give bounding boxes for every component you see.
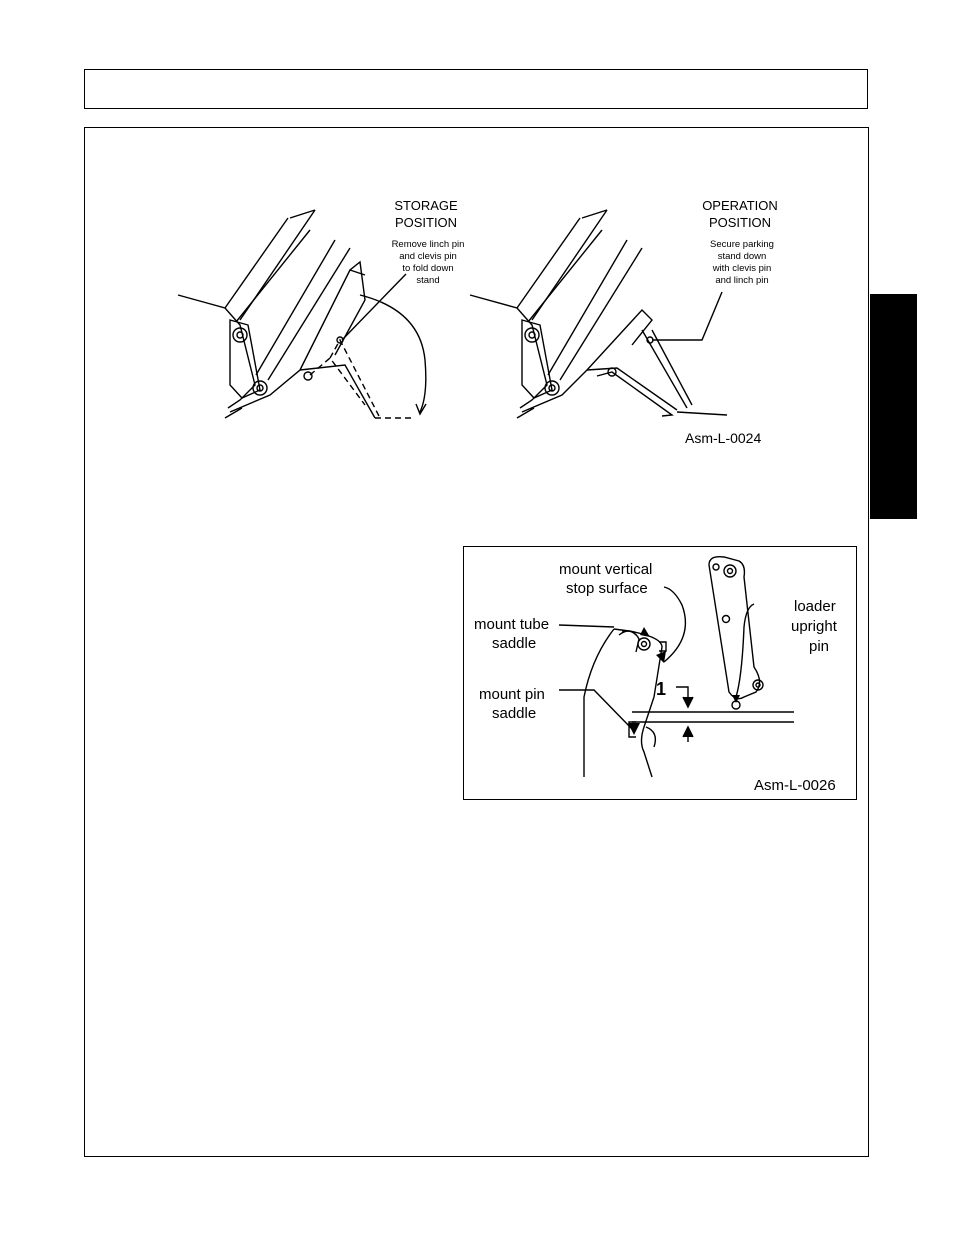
label-pin-saddle-line1: mount pin	[479, 686, 545, 703]
operation-title-line2: POSITION	[708, 215, 772, 230]
operation-note-line1: Secure parking	[710, 239, 774, 250]
label-tube-saddle-line1: mount tube	[474, 616, 550, 633]
operation-note-line4: and linch pin	[715, 275, 769, 286]
figure-id-asm-l-0026: Asm-L-0026	[754, 777, 836, 794]
loader-upright-outline	[709, 557, 760, 699]
label-upright-pin-line1: loader	[794, 598, 836, 615]
label-vertical-stop-line2: stop surface	[566, 580, 648, 597]
storage-note-line3: to fold down	[402, 263, 454, 274]
storage-note-line2: and clevis pin	[399, 251, 457, 262]
figure-id-asm-l-0024: Asm-L-0024	[685, 430, 762, 446]
label-upright-pin-line2: upright	[791, 618, 837, 635]
storage-note-line4: stand	[416, 275, 440, 286]
operation-note-line2: stand down	[717, 251, 767, 262]
figure-mount-saddle	[464, 547, 856, 799]
storage-title-line2: POSITION	[394, 215, 458, 230]
figure-mount-saddle-drawing	[464, 547, 856, 799]
label-upright-pin-line3: pin	[809, 638, 830, 655]
label-tube-saddle-line2: saddle	[492, 635, 537, 652]
storage-note-line1: Remove linch pin	[391, 239, 465, 250]
figure-parking-stand	[170, 190, 810, 460]
section-side-tab	[870, 294, 917, 519]
dimension-label: 1	[656, 679, 667, 699]
label-pin-saddle-line2: saddle	[492, 705, 537, 722]
storage-title-line1: STORAGE	[394, 198, 458, 213]
label-vertical-stop-line1: mount vertical	[559, 561, 653, 578]
operation-title-line1: OPERATION	[702, 198, 778, 213]
operation-note-line3: with clevis pin	[712, 263, 772, 274]
figure-parking-stand-drawing	[170, 190, 810, 460]
mount-tube-outline	[584, 629, 614, 777]
page-header-box	[84, 69, 868, 109]
